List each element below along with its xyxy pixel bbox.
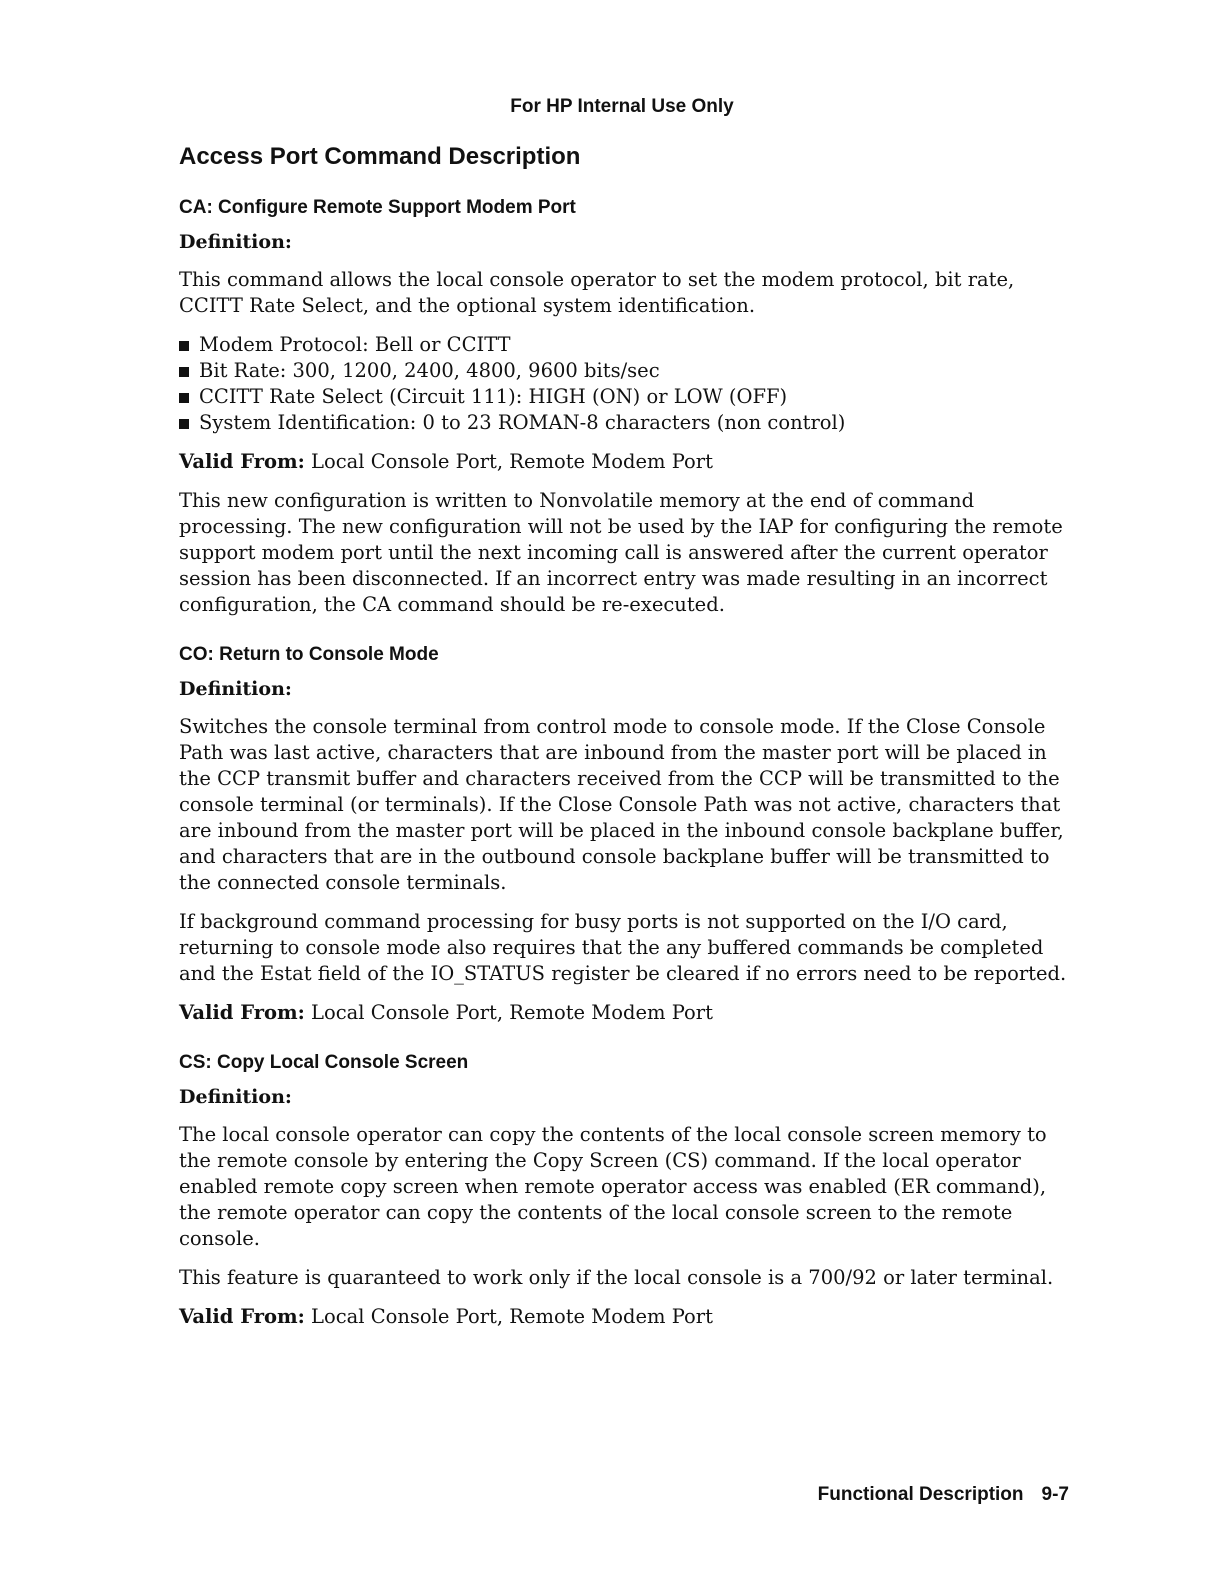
list-item: CCITT Rate Select (Circuit 111): HIGH (ON) or LOW (OFF) (179, 384, 1069, 410)
valid-from-label: Valid From: (179, 1305, 305, 1328)
internal-use-notice: For HP Internal Use Only (510, 96, 734, 117)
paragraph: If background command processing for busy ports is not supported on the I/O card, returning to console mode also requires that the any buffered commands be completed and the Estat field of the IO_STATUS register be cleared if no errors need to be reported. (179, 910, 1067, 985)
valid-from-value: Local Console Port, Remote Modem Port (311, 1001, 713, 1024)
page-content (179, 143, 1069, 1343)
command-title: CA: Configure Remote Support Modem Port (179, 197, 576, 218)
command-title: CO: Return to Console Mode (179, 644, 439, 665)
list-item: Modem Protocol: Bell or CCITT (179, 332, 1069, 358)
definition-label: Definition: (179, 231, 292, 253)
valid-from (179, 449, 1069, 475)
section-title: Access Port Command Description (179, 143, 581, 170)
list-item: System Identification: 0 to 23 ROMAN-8 characters (non control) (179, 410, 1069, 436)
command-co (179, 644, 1069, 1026)
definition-label: Definition: (179, 678, 292, 700)
paragraph: The local console operator can copy the contents of the local console screen memory to the remote console by entering the Copy Screen (CS) command. If the local operator enabled remote copy screen when remote operator access was enabled (ER command), the remote operator can copy the contents of the local console screen to the remote console. (179, 1123, 1047, 1250)
page-number: 9-7 (1041, 1484, 1069, 1505)
valid-from-value: Local Console Port, Remote Modem Port (311, 1305, 713, 1328)
list-item: Bit Rate: 300, 1200, 2400, 4800, 9600 bits/sec (179, 358, 1069, 384)
command-ca (179, 197, 1069, 618)
option-list (179, 332, 1069, 436)
command-title: CS: Copy Local Console Screen (179, 1052, 469, 1073)
command-cs (179, 1052, 1069, 1330)
definition-text: This command allows the local console operator to set the modem protocol, bit rate, CCITT Rate Select, and the optional system identification. (179, 268, 1015, 317)
paragraph: This new configuration is written to Nonvolatile memory at the end of command processing. The new configuration will not be used by the IAP for configuring the remote support modem port until the next incoming call is answered after the current operator session has been disconnected. If an incorrect entry was made resulting in an incorrect configuration, the CA command should be re-executed. (179, 489, 1063, 616)
valid-from-value: Local Console Port, Remote Modem Port (311, 450, 713, 473)
page-footer (0, 1484, 1069, 1506)
valid-from (179, 1304, 1069, 1330)
valid-from-label: Valid From: (179, 1001, 305, 1024)
paragraph: This feature is quaranteed to work only if the local console is a 700/92 or later terminal. (179, 1266, 1054, 1289)
paragraph: Switches the console terminal from control mode to console mode. If the Close Console Path was last active, characters that are inbound from the master port will be placed in the CCP transmit buffer and characters received from the CCP will be transmitted to the console terminal (or terminals). If the Close Console Path was not active, characters that are inbound from the master port will be placed in the inbound console backplane buffer, and characters that are in the outbound console backplane buffer will be transmitted to the connected console terminals. (179, 715, 1064, 894)
valid-from (179, 1000, 1069, 1026)
valid-from-label: Valid From: (179, 450, 305, 473)
definition-label: Definition: (179, 1086, 292, 1108)
chapter-title: Functional Description (817, 1484, 1024, 1505)
